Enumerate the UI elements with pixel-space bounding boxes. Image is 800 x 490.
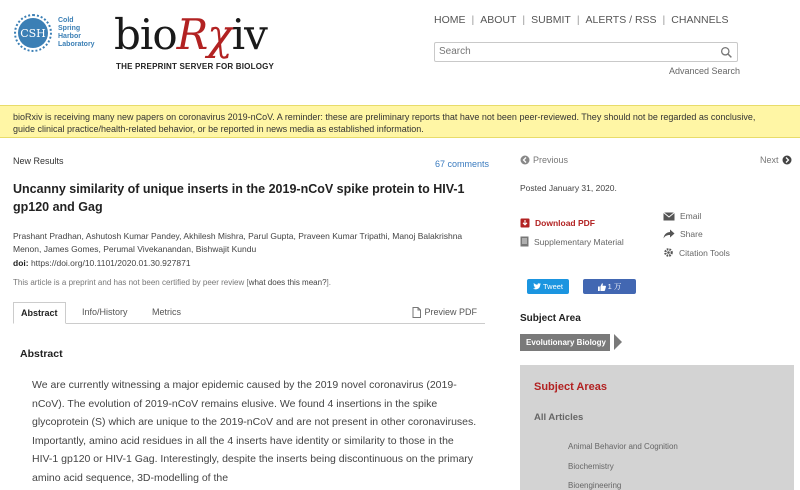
notice-end: ]. — [326, 278, 331, 287]
tab-abstract[interactable]: Abstract — [13, 302, 66, 324]
thumbs-up-icon — [598, 283, 606, 291]
nav-alerts-rss[interactable]: ALERTS / RSS — [585, 14, 657, 26]
supplementary-material-link[interactable] — [520, 236, 624, 247]
arrow-left-circle-icon — [520, 155, 530, 165]
nav-about[interactable]: ABOUT — [480, 14, 517, 26]
logo-part-bio: bio — [114, 10, 177, 59]
subject-areas-title: Subject Areas — [534, 381, 607, 393]
csh-line-2: Spring — [58, 25, 81, 32]
nav-separator: | — [471, 14, 475, 26]
email-link[interactable] — [663, 211, 701, 221]
next-article-link[interactable] — [760, 155, 792, 165]
comments-link[interactable]: 67 comments — [435, 159, 490, 169]
citation-tools-link[interactable] — [663, 247, 730, 258]
subject-tag[interactable]: Evolutionary Biology — [520, 334, 610, 351]
article-tabs — [13, 302, 485, 324]
next-label: Next — [760, 155, 779, 165]
nav-separator: | — [662, 14, 666, 26]
site-tagline: THE PREPRINT SERVER FOR BIOLOGY — [116, 62, 275, 71]
peer-review-notice — [13, 278, 483, 287]
subject-area-heading: Subject Area — [520, 313, 581, 324]
document-icon — [520, 236, 529, 247]
article-authors: Prashant Pradhan, Ashutosh Kumar Pandey, Akhilesh Mishra, Parul Gupta, Praveen Kumar Tripathi, Manoj Balakrishna Menon, James Gomes, Perumal Vivekanandan, Bishwajit Kundu — [13, 231, 463, 254]
all-articles-link[interactable]: All Articles — [534, 412, 584, 423]
previous-label: Previous — [533, 155, 569, 165]
advanced-search-link[interactable]: Advanced Search — [669, 66, 741, 76]
csh-line-4: Laboratory — [58, 41, 95, 48]
gear-icon — [663, 247, 674, 258]
tab-info-history[interactable]: Info/History — [82, 307, 128, 317]
like-suffix: 万 — [613, 282, 622, 291]
preview-pdf-button[interactable] — [412, 302, 477, 323]
envelope-icon — [663, 212, 675, 221]
subject-item[interactable]: Bioengineering — [568, 481, 622, 490]
abstract-text: We are currently witnessing a major epidemic caused by the 2019 novel coronavirus (2019- nCoV). The evolution of 2019-nCoV remains elusive. We found 4 insertions in the spike glycoprotein (S) which are unique to the 2019-nCoV and are not present in other coronaviruses. Importantly, amino acid residues in all the 4 inserts have identity or similarity to those in the HIV-1 gp120 or HIV-1 Gag. Interestingly, despite the inserts being discontinuous on the primary amino acid sequence, 3D-modelling of the — [32, 379, 477, 484]
tweet-button[interactable] — [527, 279, 569, 294]
csh-logo-ring — [14, 14, 52, 52]
subject-item[interactable]: Biochemistry — [568, 462, 614, 471]
posted-date: Posted January 31, 2020. — [520, 183, 617, 193]
subject-tag-arrow — [614, 334, 622, 350]
nav-separator: | — [576, 14, 580, 26]
search-input[interactable] — [439, 46, 709, 57]
share-label: Share — [680, 229, 703, 239]
pdf-icon — [520, 218, 530, 228]
logo-part-iv: iv — [231, 10, 267, 59]
download-pdf-label: Download PDF — [535, 218, 595, 228]
nav-home[interactable]: HOME — [434, 14, 466, 26]
nav-channels[interactable]: CHANNELS — [671, 14, 729, 26]
csh-logo-text — [58, 17, 95, 49]
csh-logo-initials: CSH — [18, 18, 48, 48]
like-count: 1 — [607, 282, 612, 291]
facebook-like-button[interactable] — [583, 279, 636, 294]
nav-submit[interactable]: SUBMIT — [531, 14, 571, 26]
article-doi — [13, 258, 191, 268]
covid-notice-banner — [0, 105, 800, 138]
twitter-bird-icon — [533, 283, 541, 290]
share-link[interactable] — [663, 229, 703, 239]
subject-areas-panel — [520, 365, 794, 490]
tweet-label: Tweet — [542, 282, 563, 291]
banner-text: bioRxiv is receiving many new papers on coronavirus 2019-nCoV. A reminder: these are preliminary reports that have not been peer-reviewed. They should not be regarded as conclusive, guide clinical practice/health-related behavior, or be reported in news media as established information. — [13, 112, 756, 134]
biorxiv-logo[interactable] — [114, 10, 267, 59]
search-icon[interactable] — [720, 46, 733, 59]
preview-pdf-label: Preview PDF — [424, 307, 477, 317]
article-title: Uncanny similarity of unique inserts in the 2019-nCoV spike protein to HIV-1 gp120 and Gag — [13, 182, 465, 214]
logo-part-chi: χ — [207, 10, 232, 59]
share-arrow-icon — [663, 229, 675, 239]
citation-tools-label: Citation Tools — [679, 247, 730, 258]
email-label: Email — [680, 211, 702, 221]
csh-logo[interactable] — [14, 14, 104, 54]
subject-item[interactable]: Animal Behavior and Cognition — [568, 442, 678, 451]
logo-part-r: R — [176, 10, 208, 59]
doi-link[interactable]: https://doi.org/10.1101/2020.01.30.927871 — [30, 258, 191, 268]
document-icon — [412, 307, 421, 318]
csh-line-1: Cold — [58, 17, 74, 24]
tab-metrics[interactable]: Metrics — [152, 307, 181, 317]
notice-text: This article is a preprint and has not been certified by peer review [ — [13, 278, 249, 287]
site-header — [0, 0, 800, 100]
search-box — [434, 42, 738, 62]
supplementary-label: Supplementary Material — [534, 236, 624, 247]
doi-label: doi: — [13, 258, 29, 268]
article-section-label: New Results — [13, 156, 64, 166]
download-pdf-link[interactable] — [520, 218, 595, 228]
nav-separator: | — [522, 14, 526, 26]
abstract-heading: Abstract — [20, 348, 63, 360]
what-does-this-mean-link[interactable]: what does this mean? — [248, 278, 327, 287]
arrow-right-circle-icon — [782, 155, 792, 165]
previous-article-link[interactable] — [520, 155, 568, 165]
csh-line-3: Harbor — [58, 33, 81, 40]
top-nav — [434, 14, 734, 26]
